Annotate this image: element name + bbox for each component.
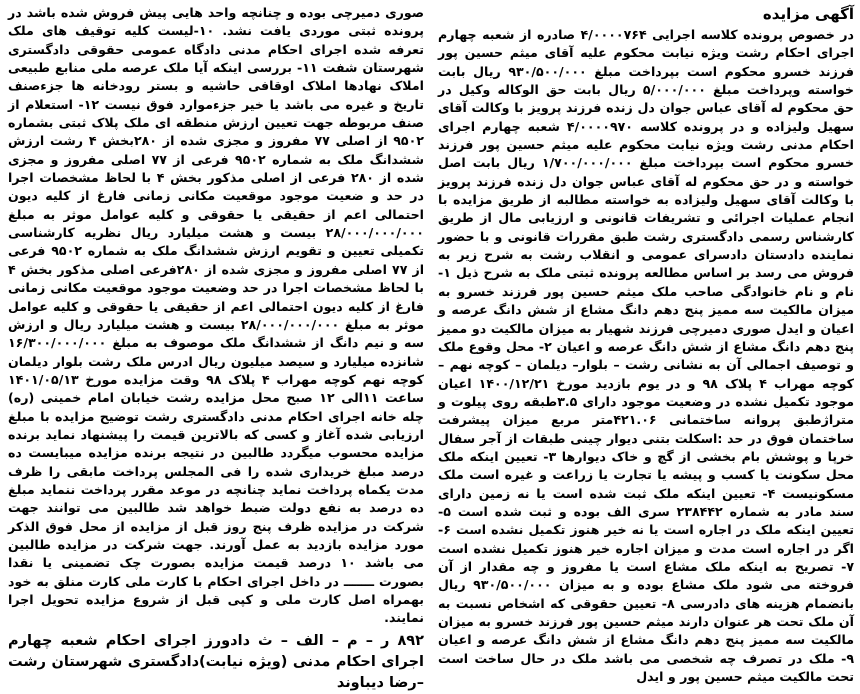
notice-signature: ۸۹۲ ر – م – الف – ث دادورز اجرای احکام شعبه چهارم اجرای احکام مدنی (ویژه نیابت)دادگستری شهرستان رشت –رضا دیباوند (8, 632, 424, 691)
notice-column-left (8, 4, 425, 691)
notice-body-left: صوری دمیرچی بوده و چنانچه واحد هایی پیش فروش شده باشد در پرونده ثبتی موردی یافت نشد. ۱۰-لیست کلیه توقیف های ملک تعرفه شده اجرای احکام مدنی دادگاه عمومی حقوقی دادگستری شهرستان شفت ۱۱- بررسی اینکه آیا ملک عرصه ملی منابع طبیعی املاک نهادها املاک اوقافی حاشیه و بستر رودخانه ها جزءصنف تاریخ و غیره می باشد یا خیر جزءموارد فوق نیست ۱۲- استعلام از صنف مربوطه جهت تعیین ارزش منطقه ای ملک پلاک ثبتی بشماره ۹۵۰۲ از اصلی ۷۷ مفروز و مجزی شده از ۲۸۰بخش ۴ رشت ارزش ششدانگ ملک به شماره ۹۵۰۲ فرعی از ۷۷ اصلی مفروز و مجزی شده از ۲۸۰ فرعی از اصلی مذکور بخش ۴ با لحاظ مشخصات اجرا در حد و ضعیت موجود موقعیت مکانی زمانی فارغ از کلیه دیون احتمالی اعم از حقیقی یا حقوقی و کلیه عوامل موثر به مبلغ ۲۸/۰۰۰/۰۰۰/۰۰۰ بیست و هشت میلیارد ریال نظریه کارشناسی تکمیلی تعیین و تقویم ارزش ششدانگ ملک به شماره ۹۵۰۲ فرعی از ۷۷ اصلی مفروز و مجزی شده از ۲۸۰فرعی اصلی مذکور بخش ۴ با لحاظ مشخصات اجرا در حد وضعیت موجود موقعیت مکانی زمانی فارغ از کلیه دیون احتمالی اعم از حقیقی یا حقوقی و کلیه عوامل موثر به مبلغ ۲۸/۰۰۰/۰۰۰/۰۰۰ بیست و هشت میلیارد ریال و ارزش سه و نیم دانگ از ششدانگ ملک موصوف به مبلغ ۱۶/۳۰۰/۰۰۰/۰۰۰ شانزده میلیارد و سیصد میلیون ریال ادرس ملک رشت بلوار دیلمان کوچه نهم کوچه مهراب ۴ پلاک ۹۸ وقت مزایده مورخ ۱۴۰۱/۰۵/۱۳ ساعت ۱۱الی ۱۲ صبح محل مزایده رشت خیابان امام خمینی (ره) چله خانه اجرای احکام مدنی دادگستری رشت توضیح مزایده با مبلغ ارزیابی شده آغاز و کسی که بالاترین قیمت را پیشنهاد نماید برنده مزایده محسوب میگردد طالبین در نتیجه برنده مزایده میبایست ده درصد مبلغ خریداری شده را فی المجلس پرداخت مابقی را ظرف مدت یکماه پرداخت نماید چنانچه در موعد مقرر پرداخت ننماید مبلغ ده درصد به نفع دولت ضبط خواهد شد طالبین می توانند جهت شرکت در مزایده ظرف پنج روز قبل از مزایده از محل فوق الذکر مورد مزایده بازدید به عمل آورند. جهت شرکت در مزایده طالبین می باشد ۱۰ درصد قیمت مزایده بصورت چک تضمینی یا نقدا بصورت ـــــــ در داخل اجرای احکام با کارت ملی کارت منلق به خود بهمراه اصل کارت ملی و کپی قبل از شروع مزایده تحویل اجرا نمایند. (8, 5, 425, 626)
notice-body-right: در خصوص پرونده کلاسه اجرایی ۴/۰۰۰۰۷۶۴ صادره از شعبه چهارم اجرای احکام رشت ویژه نیابت محکوم علیه آقای میثم حسین پور فرزند خسرو محکوم است بپرداخت مبلغ ۹۳۰/۵۰۰/۰۰۰ ریال بابت خواسته وپرداخت مبلغ ۵/۰۰۰/۰۰۰ ریال بابت حق الوکاله وکیل در حق محکوم له آقای عباس جوان دل زنده فرزند پرویز با وکالت آقای سهیل ولیزاده و در پرونده کلاسه ۴/۰۰۰۰۹۷۰ شعبه چهارم اجرای احکام مدنی رشت ویژه نیابت محکوم علیه میثم حسین پور فرزند خسرو محکوم است بپرداخت مبلغ ۱/۷۰۰/۰۰۰/۰۰۰ ریال بابت اصل خواسته و در حق محکوم له آقای عباس جوان دل زنده فرزند پرویز با وکالت آقای سهیل ولیزاده به خواسته مطالبه از طریق مزایده با انجام عملیات اجرائی و تشریفات قانونی و ارزیابی مال از طریق کارشناس رسمی دادگستری رشت طبق مقررات قانونی و با حضور نماینده دادستان دادسرای عمومی و انقلاب رشت به شرح زیر به فروش می رسد بر اساس مطالعه پرونده ثبتی ملک به شرح ذیل ۱- نام و نام خانوادگی صاحب ملک میثم حسین پور فرزند خسرو به میزان مالکیت سه ممیز پنج دهم دانگ مشاع از شش دانگ عرصه و اعیان و ایدل صوری دمیرچی فرزند شهیار به میزان مالکیت دو ممیز پنج دهم دانگ مشاع از شش دانگ عرصه و اعیان ۲- محل وقوع ملک و توصیف اجمالی آن به نشانی رشت – بلوار– دیلمان – کوچه نهم – کوچه مهراب ۴ پلاک ۹۸ و در یوم بازدید مورخ ۱۴۰۰/۱۲/۲۱ اعیان موجود تکمیل نشده در وضعیت موجود دارای ۳.۵طبقه روی پیلوت و متراژطبق پروانه ساختمانی ۴۲۱.۰۶متر مربع میزان پیشرفت ساختمان فوق در حد :اسکلت بتنی دیوار چینی طبقات از آجر سفال خرپا و پوشش بام بخشی از گچ و خاک دیوارها ۳- تعیین اینکه ملک محل سکونت یا کسب و پیشه یا تجارت یا زراعت و غیره است ملک مسکونیست ۴- تعیین اینکه ملک ثبت شده است یا نه زمین دارای سند مادر به شماره ۲۳۸۴۴۲ سری الف بوده و ثبت شده است ۵- تعیین اینکه ملک در اجاره است یا نه خیر هنوز تکمیل نشده است ۶- اگر در اجاره است مدت و میزان اجاره خیر هنوز تکمیل نشده است ۷- تصریح به اینکه ملک مشاع است یا مفروز و چه مقدار از آن فروخته می شود ملک مشاع بوده و به میزان ۹۳۰/۵۰۰/۰۰۰ ریال بانضمام هزینه های دادرسی ۸- تعیین حقوقی که اشخاص نسبت به آن ملک تحت هر عنوان دارند میثم حسین پور فرزند خسرو به میزان مالکیت سه ممیز پنج دهم دانگ مشاع از شش دانگ عرصه و اعیان ۹- ملک در تصرف چه شخصی می باشد ملک در حال ساخت است تحت مالکیت میثم حسین پور و ایدل (438, 27, 855, 685)
notice-title: آگهی مزایده (762, 5, 854, 23)
notice-column-right (438, 4, 855, 685)
